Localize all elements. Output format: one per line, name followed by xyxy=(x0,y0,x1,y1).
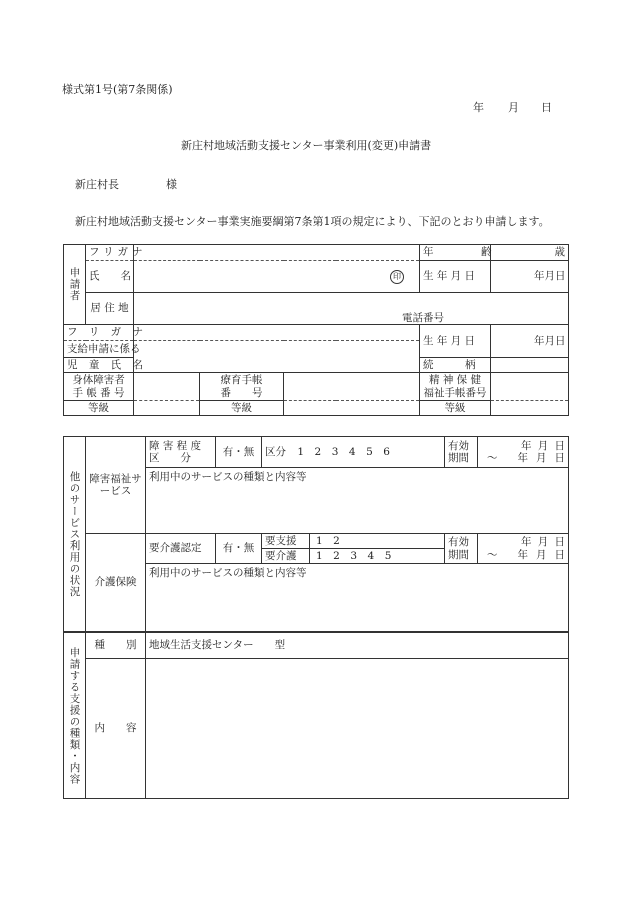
care-need-levels: 1 2 3 4 5 xyxy=(316,550,392,562)
address-label: 居 住 地 xyxy=(86,293,134,325)
support-label: 要支援 xyxy=(262,534,310,548)
care-need-label: 要介護 xyxy=(262,549,310,563)
birth-year-label: 年 xyxy=(534,270,545,283)
welfare-tilde: 〜 xyxy=(487,452,498,464)
welfare-usage-label: 利用中のサービスの種類と内容等 xyxy=(149,471,307,483)
physical-notebook-line2: 手 帳 番 号 xyxy=(72,386,125,399)
child-name-field[interactable] xyxy=(134,341,420,373)
addressee: 新庄村長 xyxy=(75,178,119,191)
seal-icon: 印 xyxy=(390,270,404,284)
ryoiku-notebook-line2: 番 号 xyxy=(220,386,263,399)
ryoiku-grade-label: 等級 xyxy=(200,401,284,416)
care-insurance-label: 介護保険 xyxy=(86,534,146,632)
care-to-month: 月 xyxy=(536,548,547,561)
request-type-label: 種 別 xyxy=(86,633,146,659)
child-birth-month-label: 月 xyxy=(544,334,555,347)
disability-level-line2: 区 分 xyxy=(149,452,191,464)
disability-level-label xyxy=(146,437,216,468)
welfare-from-month: 月 xyxy=(537,439,549,452)
care-usage-field[interactable] xyxy=(146,564,569,632)
applicant-name-label: 氏 名 xyxy=(86,261,134,293)
age-unit: 歳 xyxy=(554,246,565,259)
disability-category[interactable] xyxy=(262,437,445,468)
care-valid-line1: 有効 xyxy=(448,536,469,549)
welfare-to-month: 月 xyxy=(536,452,547,464)
other-services-table xyxy=(63,436,569,632)
welfare-from-day: 日 xyxy=(554,439,565,452)
care-from-month: 月 xyxy=(537,536,549,549)
welfare-valid-line1: 有効 xyxy=(448,439,469,452)
care-valid-line2: 期間 xyxy=(448,548,469,561)
welfare-valid-line2: 期間 xyxy=(448,452,469,464)
child-name-label-2: 児 童 氏 名 xyxy=(64,358,134,373)
care-tilde: 〜 xyxy=(487,548,498,561)
applicant-name-field[interactable] xyxy=(134,261,420,293)
category-label: 区分 xyxy=(265,445,286,458)
birth-month-label: 月 xyxy=(544,270,555,283)
child-name-label-1: 支給申請に係る xyxy=(64,341,134,358)
care-to-day: 日 xyxy=(554,548,565,561)
welfare-from-year: 年 xyxy=(521,439,532,452)
birth-day-label: 日 xyxy=(555,270,566,283)
child-birth-label: 生 年 月 日 xyxy=(420,325,491,358)
welfare-to-day: 日 xyxy=(554,452,565,464)
ryoiku-grade-field[interactable] xyxy=(284,401,420,416)
mental-notebook-field[interactable] xyxy=(491,373,569,401)
disability-level-line1: 障 害 程 度 xyxy=(149,439,202,452)
child-birth-field[interactable] xyxy=(491,325,569,358)
page-title: 新庄村地域活動支援センター事業利用(変更)申請書 xyxy=(181,139,432,152)
physical-notebook-line1: 身体障害者 xyxy=(72,374,125,387)
other-services-section-label: 他のサービス利用の状況 xyxy=(64,437,86,632)
date-month-label: 月 xyxy=(508,101,519,114)
disability-yes-no[interactable]: 有・無 xyxy=(216,437,262,468)
child-birth-year-label: 年 xyxy=(534,334,545,347)
child-furigana-label: フ リ ガ ナ xyxy=(64,325,134,341)
applicant-table xyxy=(63,244,569,416)
relation-field[interactable] xyxy=(491,358,569,373)
care-valid-period[interactable] xyxy=(478,534,569,564)
child-furigana-field[interactable] xyxy=(134,325,420,341)
applicant-birth-field[interactable] xyxy=(491,261,569,293)
date-day-label: 日 xyxy=(541,101,552,114)
request-section-label: 申請する支援の種類・内容 xyxy=(64,633,86,799)
care-valid-label xyxy=(445,534,478,564)
care-yes-no[interactable]: 有・無 xyxy=(216,534,262,564)
intro-text: 新庄村地域活動支援センター事業実施要綱第7条第1項の規定により、下記のとおり申請します。 xyxy=(75,215,550,228)
care-levels[interactable] xyxy=(262,534,445,564)
welfare-service-label: 障害福祉サービス xyxy=(86,437,146,534)
physical-notebook-label xyxy=(64,373,134,401)
child-birth-day-label: 日 xyxy=(555,334,566,347)
category-options: 1 2 3 4 5 6 xyxy=(297,445,390,458)
ryoiku-notebook-field[interactable] xyxy=(284,373,420,401)
form-number: 様式第1号(第7条関係) xyxy=(62,83,173,96)
welfare-usage-field[interactable] xyxy=(146,468,569,534)
request-type-field[interactable]: 地域生活支援センター 型 xyxy=(146,633,569,659)
care-usage-label: 利用中のサービスの種類と内容等 xyxy=(149,567,307,579)
mental-notebook-label xyxy=(420,373,491,401)
age-label: 年 齢 xyxy=(420,245,491,261)
mental-grade-field[interactable] xyxy=(491,401,569,416)
welfare-valid-period[interactable] xyxy=(478,437,569,468)
mental-grade-label: 等級 xyxy=(420,401,491,416)
relation-label: 続 柄 xyxy=(420,358,491,373)
care-cert-label: 要介護認定 xyxy=(146,534,216,564)
care-from-day: 日 xyxy=(554,536,565,549)
ryoiku-notebook-line1: 療育手帳 xyxy=(220,374,263,387)
request-content-label: 内 容 xyxy=(86,659,146,799)
age-field[interactable] xyxy=(491,245,569,261)
mental-notebook-line2: 福祉手帳番号 xyxy=(423,386,487,399)
request-content-field[interactable] xyxy=(146,659,569,799)
ryoiku-notebook-label xyxy=(200,373,284,401)
welfare-to-year: 年 xyxy=(517,452,528,464)
date-year-label: 年 xyxy=(473,101,484,114)
phone-label: 電話番号 xyxy=(402,311,444,324)
welfare-valid-label xyxy=(445,437,478,468)
applicant-section-label: 申請者 xyxy=(64,245,86,325)
care-from-year: 年 xyxy=(521,536,532,549)
physical-grade-field[interactable] xyxy=(134,401,200,416)
mental-notebook-line1: 精 神 保 健 xyxy=(428,374,481,387)
applicant-furigana-label: フリガナ xyxy=(86,245,134,261)
address-field[interactable] xyxy=(134,293,569,325)
support-levels: 1 2 xyxy=(316,535,340,547)
request-table xyxy=(63,632,569,799)
physical-grade-label: 等級 xyxy=(64,401,134,416)
applicant-furigana-field[interactable] xyxy=(134,245,420,261)
applicant-birth-label: 生 年 月 日 xyxy=(420,261,491,293)
honorific: 様 xyxy=(166,178,177,191)
care-to-year: 年 xyxy=(517,548,528,561)
physical-notebook-field[interactable] xyxy=(134,373,200,401)
